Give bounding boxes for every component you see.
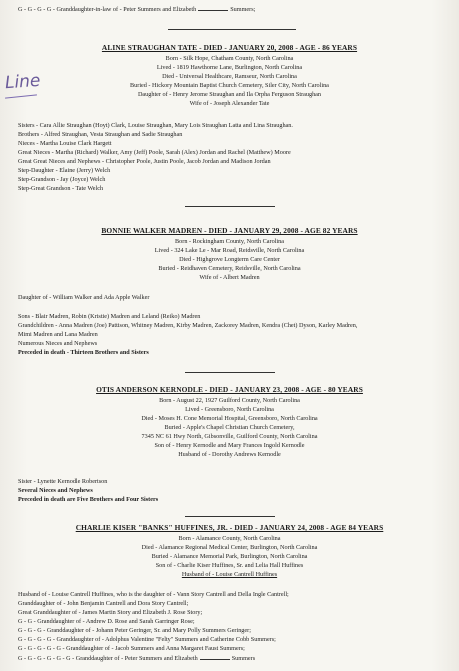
obituary-family-line: G - G - Granddaughter of - Andrew D. Rose and Sarah Garringer Rose; xyxy=(18,618,195,625)
obituary-detail-line: Died - Highgrove Longterm Care Center xyxy=(179,256,280,263)
obituary-family-line xyxy=(18,654,255,662)
obituary-detail-line: Died - Universal Healthcare, Ramseur, North Carolina xyxy=(162,73,297,80)
obituary-family-line: Step-Great Grandson - Tate Welch xyxy=(18,185,104,192)
obituary-detail-line: Buried - Reidhaven Cemetery, Reidsville, North Carolina xyxy=(158,265,301,272)
lineage-suffix: Summers xyxy=(231,655,256,662)
obituary-family-line: Preceded in death are Five Brothers and Four Sisters xyxy=(18,496,159,503)
obituary-family-line: Great Granddaughter of - James Martin Story and Elizabeth J. Rose Story; xyxy=(18,609,203,616)
blank-line xyxy=(198,5,228,11)
obituary-detail-line: Lived - 324 Lake Le - Mar Road, Reidsville, North Carolina xyxy=(154,247,305,254)
obituary-family-line: Several Nieces and Nephews xyxy=(18,487,93,494)
top-lineage-line xyxy=(18,5,255,13)
obituary-family-line: Brothers - Alfred Straughan, Vesta Straughan and Sadie Straughan xyxy=(18,131,183,138)
obituary-heading: BONNIE WALKER MADREN - DIED - JANUARY 29, 2008 - AGE 82 YEARS xyxy=(101,226,358,235)
handwritten-annotation: Line xyxy=(4,70,42,94)
separator-line xyxy=(185,516,275,517)
obituary-family-line: G - G - G - G - Granddaughter of - Adolphus Valentine "Felty" Summers and Catherine Cobb Summers; xyxy=(18,636,276,643)
obituary-family-line: G - G - G - G - G - Granddaughter of - Jacob Summers and Anna Margaret Faust Summers; xyxy=(18,645,245,652)
obituary-family-line: Daughter of - William Walker and Ada Apple Walker xyxy=(18,294,150,301)
obituary-detail-line: Lived - Greensboro, North Carolina xyxy=(185,406,274,413)
obituary-detail-line: Born - Alamance County, North Carolina xyxy=(178,535,281,542)
obituary-family-line: Nieces - Martha Louise Clark Hargett xyxy=(18,140,112,147)
obituary-detail-line: Lived - 1819 Hawthorne Lane, Burlington, North Carolina xyxy=(156,64,303,71)
obituary-family-line: Granddaughter of - John Benjamin Cantrell and Dora Story Cantrell; xyxy=(18,600,189,607)
obituary-detail-line: Son of - Henry Kernodle and Mary Frances Ingold Kernodle xyxy=(154,442,305,449)
obituary-heading: OTIS ANDERSON KERNODLE - DIED - JANUARY 23, 2008 - AGE - 80 YEARS xyxy=(96,385,363,394)
obituary-family-line: Great Great Nieces and Nephews - Christopher Poole, Justin Poole, Jacob Jordan and Madison Jordan xyxy=(18,158,271,165)
top-lineage-text: G - G - G - G - Granddaughter-in-law of - Peter Summers and Elizabeth xyxy=(18,6,197,13)
obituary-family-line: Step-Grandson - Jay (Joyce) Welch xyxy=(18,176,106,183)
obituary-detail-line: Daughter of - Henry Jerome Straughan and Ila Orpha Ferguson Straughan xyxy=(137,91,322,98)
separator-line xyxy=(185,206,275,207)
obituary-family-line: Great Nieces - Martha (Richard) Walker, Amy (Jeff) Poole, Sarah (Alex) Jordan and Rachel (Matthew) Moore xyxy=(18,149,291,156)
obituary-heading: CHARLIE KISER "BANKS" HUFFINES, JR. - DIED - JANUARY 24, 2008 - AGE 84 YEARS xyxy=(75,523,384,532)
obituary-detail-line: Died - Moses H. Cone Memorial Hospital, Greensboro, North Carolina xyxy=(141,415,318,422)
obituary-family-line: Numerous Nieces and Nephews xyxy=(18,340,98,347)
obituary-detail-line: 7345 NC 61 Hwy North, Gibsonville, Guilford County, North Carolina xyxy=(141,433,318,440)
blank-line xyxy=(200,654,230,660)
obituary-heading: ALINE STRAUGHAN TATE - DIED - JANUARY 20, 2008 - AGE - 86 YEARS xyxy=(101,43,358,52)
obituary-family-line: Grandchildren - Anna Madren (Joe) Pattison, Whitney Madren, Kirby Madren, Zackorey Madren, Kendra (Chet) Dyson, Karley Madren, xyxy=(18,322,358,329)
obituary-family-line: Step-Daughter - Elaine (Jerry) Welch xyxy=(18,167,111,174)
obituary-family-line: G - G - G - Granddaughter of - Johann Peter Geringer, Sr. and Mary Polly Summers Geringer; xyxy=(18,627,251,634)
obituary-family-line: Mimi Madren and Lana Madren xyxy=(18,331,98,338)
obituary-detail-line: Wife of - Albert Madren xyxy=(199,274,260,281)
obituary-detail-line: Wife of - Joseph Alexander Tate xyxy=(189,100,270,107)
obituary-detail-line: Died - Alamance Regional Medical Center, Burlington, North Carolina xyxy=(141,544,318,551)
top-lineage-suffix: Summers; xyxy=(230,6,256,13)
obituary-detail-line: Son of - Charlie Kiser Huffines, Sr. and Lelia Hall Huffines xyxy=(155,562,304,569)
obituary-detail-line: Born - Silk Hope, Chatham County, North Carolina xyxy=(165,55,294,62)
obituary-detail-line: Buried - Alamance Memorial Park, Burlington, North Carolina xyxy=(151,553,308,560)
lineage-text: G - G - G - G - G - G - Granddaughter of - Peter Summers and Elizabeth xyxy=(18,655,198,662)
obituary-family-line: Sister - Lynette Kernodle Robertson xyxy=(18,478,108,485)
separator-line xyxy=(185,372,275,373)
obituary-detail-line: Born - August 22, 1927 Guilford County, North Carolina xyxy=(159,397,300,404)
separator-line xyxy=(168,29,296,30)
obituary-family-line: Preceded in death - Thirteen Brothers and Sisters xyxy=(18,349,149,356)
obituary-detail-line: Husband of - Dorothy Andrews Kernodle xyxy=(178,451,281,458)
obituary-detail-line: Born - Rockingham County, North Carolina xyxy=(175,238,284,245)
obituary-family-line: Sons - Blair Madren, Robin (Kristie) Madren and Leland (Reiko) Madren xyxy=(18,313,201,320)
obituary-detail-line: Buried - Apple's Chapel Christian Church Cemetery, xyxy=(164,424,295,431)
obituary-family-line: Sisters - Cara Allie Straughan (Hoyt) Clark, Louise Straughan, Mary Lois Straughan Latta and Lina Straughan. xyxy=(18,122,293,129)
obituary-detail-line: Buried - Hickory Mountain Baptist Church Cemetery, Siler City, North Carolina xyxy=(130,82,329,89)
obituary-detail-line: Husband of - Louise Cantrell Huffines xyxy=(181,571,278,578)
obituary-family-line: Husband of - Louise Cantrell Huffines, who is the daughter of - Vann Story Cantrell and Della Ingle Cantrell; xyxy=(18,591,289,598)
